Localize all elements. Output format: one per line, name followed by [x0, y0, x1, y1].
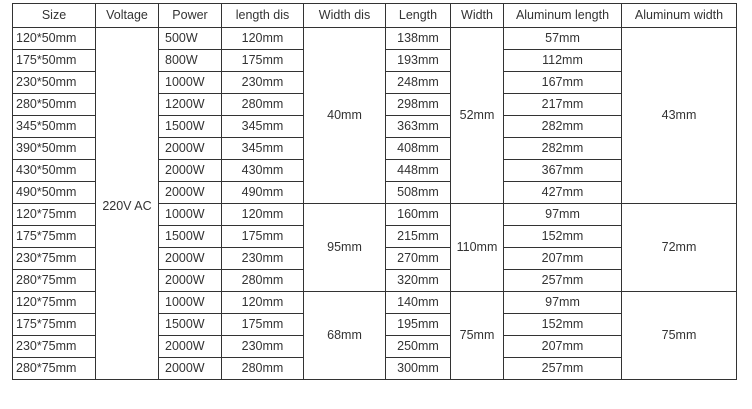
- size-cell: 280*75mm: [13, 358, 96, 380]
- voltage-cell: 220V AC: [96, 28, 159, 380]
- length-dis-cell: 230mm: [222, 248, 304, 270]
- size-cell: 230*75mm: [13, 336, 96, 358]
- length-cell: 448mm: [386, 160, 451, 182]
- aluminum-length-cell: 217mm: [504, 94, 622, 116]
- aluminum-width-cell: 75mm: [622, 292, 737, 380]
- power-cell: 2000W: [159, 336, 222, 358]
- aluminum-length-cell: 282mm: [504, 138, 622, 160]
- size-cell: 280*50mm: [13, 94, 96, 116]
- length-dis-cell: 430mm: [222, 160, 304, 182]
- aluminum-width-cell: 43mm: [622, 28, 737, 204]
- length-cell: 363mm: [386, 116, 451, 138]
- aluminum-width-cell: 72mm: [622, 204, 737, 292]
- length-dis-cell: 120mm: [222, 204, 304, 226]
- length-dis-cell: 280mm: [222, 358, 304, 380]
- length-cell: 298mm: [386, 94, 451, 116]
- length-cell: 248mm: [386, 72, 451, 94]
- length-cell: 250mm: [386, 336, 451, 358]
- header-voltage: Voltage: [96, 4, 159, 28]
- length-dis-cell: 120mm: [222, 292, 304, 314]
- spec-table: [12, 3, 737, 380]
- length-cell: 320mm: [386, 270, 451, 292]
- power-cell: 1200W: [159, 94, 222, 116]
- length-dis-cell: 280mm: [222, 94, 304, 116]
- size-cell: 175*50mm: [13, 50, 96, 72]
- header-length: Length: [386, 4, 451, 28]
- power-cell: 800W: [159, 50, 222, 72]
- spec-table-wrapper: [12, 3, 737, 380]
- length-dis-cell: 230mm: [222, 336, 304, 358]
- length-cell: 215mm: [386, 226, 451, 248]
- power-cell: 2000W: [159, 248, 222, 270]
- aluminum-length-cell: 257mm: [504, 358, 622, 380]
- header-row: [13, 4, 737, 28]
- length-cell: 408mm: [386, 138, 451, 160]
- header-length-dis: length dis: [222, 4, 304, 28]
- length-dis-cell: 490mm: [222, 182, 304, 204]
- width-cell: 75mm: [451, 292, 504, 380]
- size-cell: 120*75mm: [13, 204, 96, 226]
- length-dis-cell: 280mm: [222, 270, 304, 292]
- size-cell: 230*50mm: [13, 72, 96, 94]
- aluminum-length-cell: 427mm: [504, 182, 622, 204]
- size-cell: 120*50mm: [13, 28, 96, 50]
- aluminum-length-cell: 207mm: [504, 248, 622, 270]
- aluminum-length-cell: 152mm: [504, 314, 622, 336]
- size-cell: 175*75mm: [13, 314, 96, 336]
- aluminum-length-cell: 167mm: [504, 72, 622, 94]
- length-dis-cell: 345mm: [222, 116, 304, 138]
- power-cell: 1000W: [159, 292, 222, 314]
- width-dis-cell: 68mm: [304, 292, 386, 380]
- power-cell: 500W: [159, 28, 222, 50]
- power-cell: 2000W: [159, 270, 222, 292]
- length-cell: 195mm: [386, 314, 451, 336]
- aluminum-length-cell: 367mm: [504, 160, 622, 182]
- power-cell: 1000W: [159, 72, 222, 94]
- header-width-dis: Width dis: [304, 4, 386, 28]
- width-dis-cell: 95mm: [304, 204, 386, 292]
- header-size: Size: [13, 4, 96, 28]
- aluminum-length-cell: 257mm: [504, 270, 622, 292]
- length-dis-cell: 175mm: [222, 50, 304, 72]
- size-cell: 175*75mm: [13, 226, 96, 248]
- power-cell: 1500W: [159, 226, 222, 248]
- header-aluminum-width: Aluminum width: [622, 4, 737, 28]
- size-cell: 490*50mm: [13, 182, 96, 204]
- length-cell: 508mm: [386, 182, 451, 204]
- length-dis-cell: 345mm: [222, 138, 304, 160]
- table-row: [13, 28, 737, 50]
- table-body: [13, 28, 737, 380]
- size-cell: 230*75mm: [13, 248, 96, 270]
- aluminum-length-cell: 57mm: [504, 28, 622, 50]
- size-cell: 390*50mm: [13, 138, 96, 160]
- length-cell: 300mm: [386, 358, 451, 380]
- power-cell: 2000W: [159, 160, 222, 182]
- length-cell: 140mm: [386, 292, 451, 314]
- power-cell: 2000W: [159, 138, 222, 160]
- width-dis-cell: 40mm: [304, 28, 386, 204]
- power-cell: 2000W: [159, 358, 222, 380]
- size-cell: 345*50mm: [13, 116, 96, 138]
- aluminum-length-cell: 97mm: [504, 204, 622, 226]
- power-cell: 1500W: [159, 314, 222, 336]
- length-cell: 270mm: [386, 248, 451, 270]
- aluminum-length-cell: 152mm: [504, 226, 622, 248]
- size-cell: 120*75mm: [13, 292, 96, 314]
- power-cell: 1500W: [159, 116, 222, 138]
- header-aluminum-length: Aluminum length: [504, 4, 622, 28]
- aluminum-length-cell: 207mm: [504, 336, 622, 358]
- size-cell: 430*50mm: [13, 160, 96, 182]
- length-cell: 193mm: [386, 50, 451, 72]
- length-dis-cell: 175mm: [222, 314, 304, 336]
- length-cell: 160mm: [386, 204, 451, 226]
- header-power: Power: [159, 4, 222, 28]
- aluminum-length-cell: 97mm: [504, 292, 622, 314]
- length-dis-cell: 175mm: [222, 226, 304, 248]
- width-cell: 110mm: [451, 204, 504, 292]
- aluminum-length-cell: 112mm: [504, 50, 622, 72]
- length-dis-cell: 230mm: [222, 72, 304, 94]
- length-cell: 138mm: [386, 28, 451, 50]
- header-width: Width: [451, 4, 504, 28]
- width-cell: 52mm: [451, 28, 504, 204]
- power-cell: 1000W: [159, 204, 222, 226]
- size-cell: 280*75mm: [13, 270, 96, 292]
- length-dis-cell: 120mm: [222, 28, 304, 50]
- power-cell: 2000W: [159, 182, 222, 204]
- aluminum-length-cell: 282mm: [504, 116, 622, 138]
